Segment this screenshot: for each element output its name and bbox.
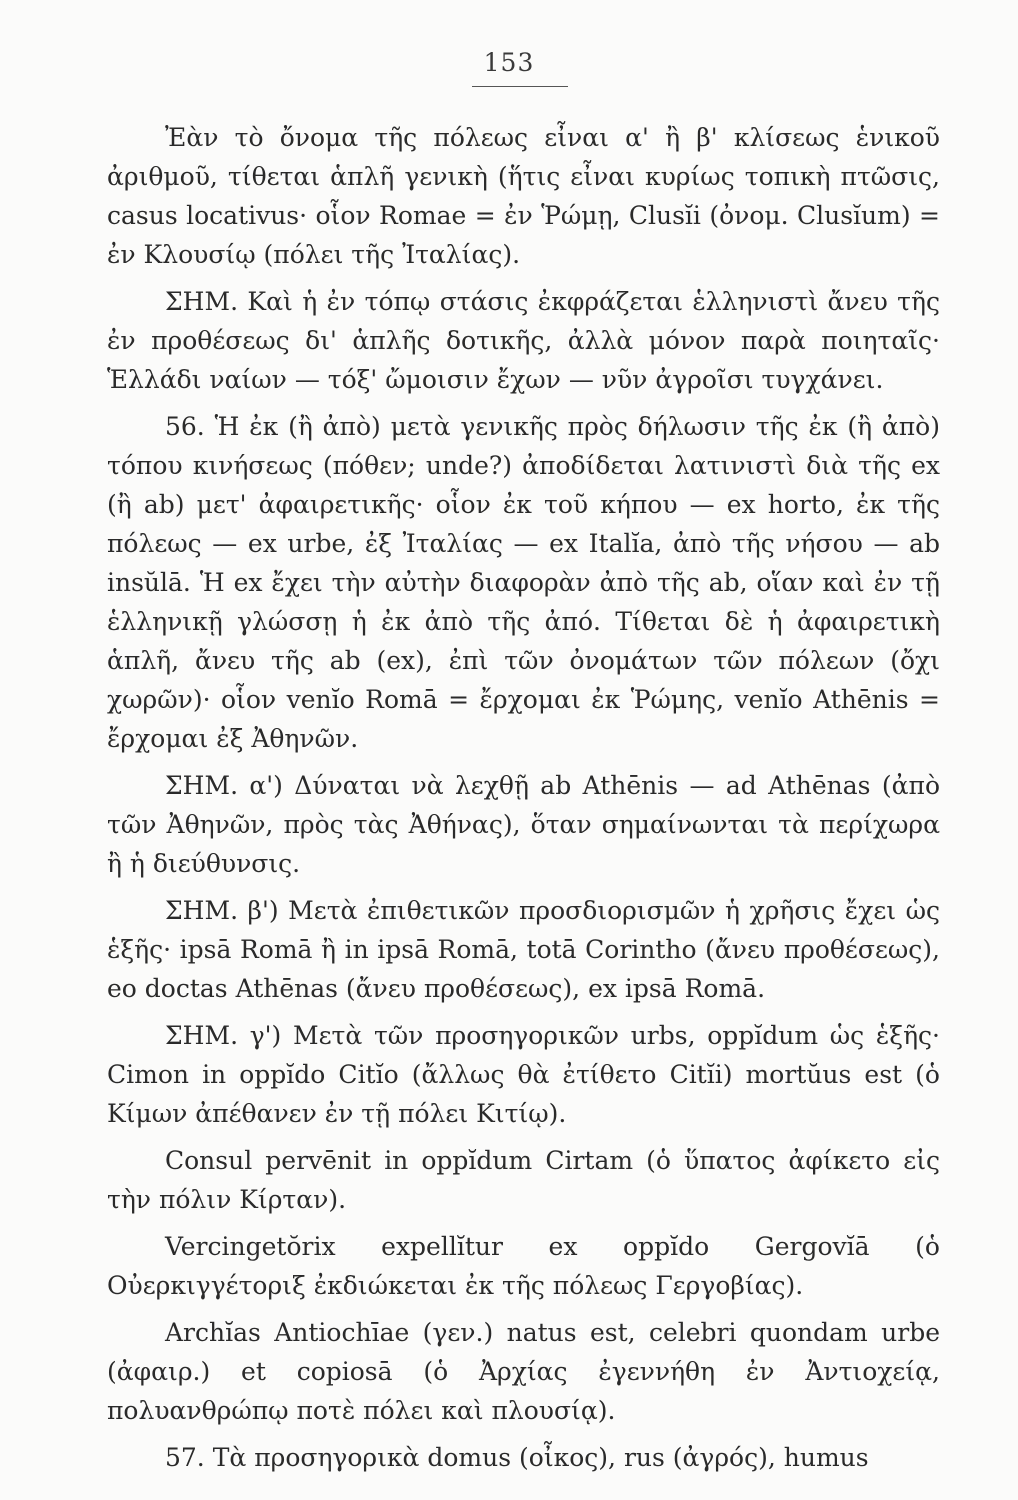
paragraph-56-preamble: Ἐὰν τὸ ὄνομα τῆς πόλεως εἶναι α' ἢ β' κλίσεως ἑνικοῦ ἀριθμοῦ, τίθεται ἁπλῆ γενικὴ (ἥτις εἶναι κυρίως τοπικὴ πτῶσις, casus locativus· οἷον Romae = ἐν Ῥώμῃ, Clusĭi (ὀνομ. Clusĭum) = ἐν Κλουσίῳ (πόλει τῆς Ἰταλίας).	[107, 123, 940, 269]
section-56: 56. Ἡ ἐκ (ἢ ἀπὸ) μετὰ γενικῆς πρὸς δήλωσιν τῆς ἐκ (ἢ ἀπὸ) τόπου κινήσεως (πόθεν; unde?) ἀποδίδεται λατινιστὶ διὰ τῆς ex (ἢ ab) μετ' ἀφαιρετικῆς· οἷον ἐκ τοῦ κήπου — ex horto, ἐκ τῆς πόλεως — ex urbe, ἐξ Ἰταλίας — ex Italĭa, ἀπὸ τῆς νήσου — ab insŭlā. Ἡ ex ἔχει τὴν αὐτὴν διαφορὰν ἀπὸ τῆς ab, οἵαν καὶ ἐν τῇ ἑλληνικῇ γλώσσῃ ἡ ἐκ ἀπὸ τῆς ἀπό. Τίθεται δὲ ἡ ἀφαιρετικὴ ἁπλῆ, ἄνευ τῆς ab (ex), ἐπὶ τῶν ὀνομάτων τῶν πόλεων (ὄχι χωρῶν)· οἷον venĭo Romā = ἔρχομαι ἐκ Ῥώμης, venĭo Athēnis = ἔρχομαι ἐξ Ἀθηνῶν.	[107, 412, 940, 753]
note-greek-dative: ΣΗΜ. Καὶ ἡ ἐν τόπῳ στάσις ἐκφράζεται ἑλληνιστὶ ἄνευ τῆς ἐν προθέσεως δι' ἁπλῆς δοτικῆς, ἀλλὰ μόνον παρὰ ποιηταῖς· Ἑλλάδι ναίων — τόξ' ὤμοισιν ἔχων — νῦν ἀγροῖσι τυγχάνει.	[107, 287, 940, 394]
page-number-rule	[472, 86, 568, 87]
body-text	[107, 118, 940, 1485]
page-number: 153	[483, 48, 535, 77]
note-b: ΣΗΜ. β') Μετὰ ἐπιθετικῶν προσδιορισμῶν ἡ χρῆσις ἔχει ὡς ἑξῆς· ipsā Romā ἢ in ipsā Romā, totā Corintho (ἄνευ προθέσεως), eo doctas Athēnas (ἄνευ προθέσεως), ex ipsā Romā.	[107, 896, 940, 1003]
note-c: ΣΗΜ. γ') Μετὰ τῶν προσηγορικῶν urbs, oppĭdum ὡς ἑξῆς· Cimon in oppĭdo Citĭo (ἄλλως θὰ ἐτίθετο Citĭi) mortŭus est (ὁ Κίμων ἀπέθανεν ἐν τῇ πόλει Κιτίῳ).	[107, 1021, 940, 1128]
note-a: ΣΗΜ. α') Δύναται νὰ λεχθῇ ab Athēnis — ad Athēnas (ἀπὸ τῶν Ἀθηνῶν, πρὸς τὰς Ἀθήνας), ὅταν σημαίνωνται τὰ περίχωρα ἢ ἡ διεύθυνσις.	[107, 771, 940, 878]
example-vercingetorix: Vercingetŏrix expellĭtur ex oppĭdo Gergovĭā (ὁ Οὐερκιγγέτοριξ ἐκδιώκεται ἐκ τῆς πόλεως Γεργοβίας).	[107, 1232, 940, 1300]
section-57: 57. Τὰ προσηγορικὰ domus (οἶκος), rus (ἀγρός), humus	[165, 1443, 869, 1472]
example-consul: Consul pervēnit in oppĭdum Cirtam (ὁ ὕπατος ἀφίκετο εἰς τὴν πόλιν Κίρταν).	[107, 1146, 940, 1214]
example-archias: Archĭas Antiochīae (γεν.) natus est, celebri quondam urbe (ἀφαιρ.) et copiosā (ὁ Ἀρχίας ἐγεννήθη ἐν Ἀντιοχείᾳ, πολυανθρώπῳ ποτὲ πόλει καὶ πλουσίᾳ).	[107, 1318, 940, 1425]
